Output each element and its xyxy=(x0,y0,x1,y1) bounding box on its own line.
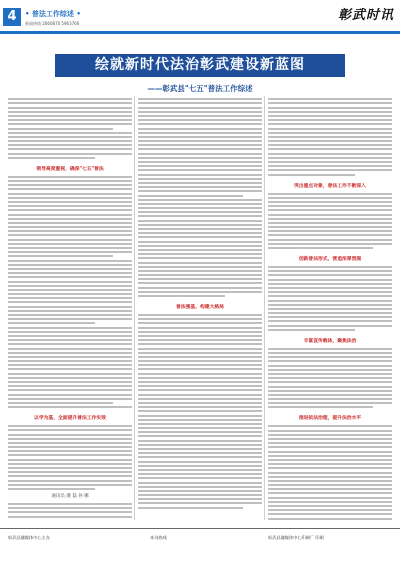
subhead: 丰富宣传载体，聚焦法治 xyxy=(303,338,357,344)
body-text-block xyxy=(8,98,132,159)
body-text-block xyxy=(138,98,262,297)
section-title: • 普法工作综述 • xyxy=(25,10,81,18)
subhead: 突出重点对象，普法工作不断深入 xyxy=(294,183,366,189)
footer-printer: 彰武县融媒体中心印刷厂 印刷 xyxy=(268,535,324,540)
body-text-block xyxy=(268,266,392,331)
body-text-block xyxy=(8,503,132,520)
subhead: 普法强基，构建大格局 xyxy=(176,305,224,310)
header-stripe xyxy=(0,31,400,34)
body-text-block xyxy=(268,425,392,520)
masthead: 彰武时讯 xyxy=(337,8,394,23)
subhead: 推进依法治理，提升法治水平 xyxy=(298,416,362,422)
byline: 通讯员 潘 磊 孙 娜 xyxy=(51,493,89,499)
body-text-block xyxy=(8,176,132,408)
page-header xyxy=(0,0,400,36)
column-divider xyxy=(134,96,135,520)
article-column-3 xyxy=(268,96,392,520)
body-text-block xyxy=(268,348,392,409)
body-text-block xyxy=(268,193,392,249)
subhead: 创新普法形式，营造浓厚氛围 xyxy=(298,257,362,262)
body-text-block xyxy=(268,98,392,175)
footer-hotline: 本刊热线 xyxy=(150,535,167,540)
header-meta: 新闻热线:2660870 5963766 xyxy=(25,21,80,26)
article-subtitle: ——彰武县"七五"普法工作综述 xyxy=(147,84,253,93)
page-footer xyxy=(0,528,400,568)
article-column-2 xyxy=(138,96,262,520)
page-number: 4 xyxy=(3,8,21,26)
body-text-block xyxy=(138,314,262,509)
body-text-block xyxy=(8,425,132,490)
subhead: 以学为基，全面提升普法工作实效 xyxy=(34,416,106,422)
footer-left: 彰武县融媒体中心主办 xyxy=(8,535,50,540)
article-title: 绘就新时代法治彰武建设新蓝图 xyxy=(55,54,345,77)
column-divider xyxy=(264,96,265,520)
subhead: 领导高度重视，确保"七五"普法 xyxy=(36,166,104,172)
article-column-1 xyxy=(8,96,132,520)
